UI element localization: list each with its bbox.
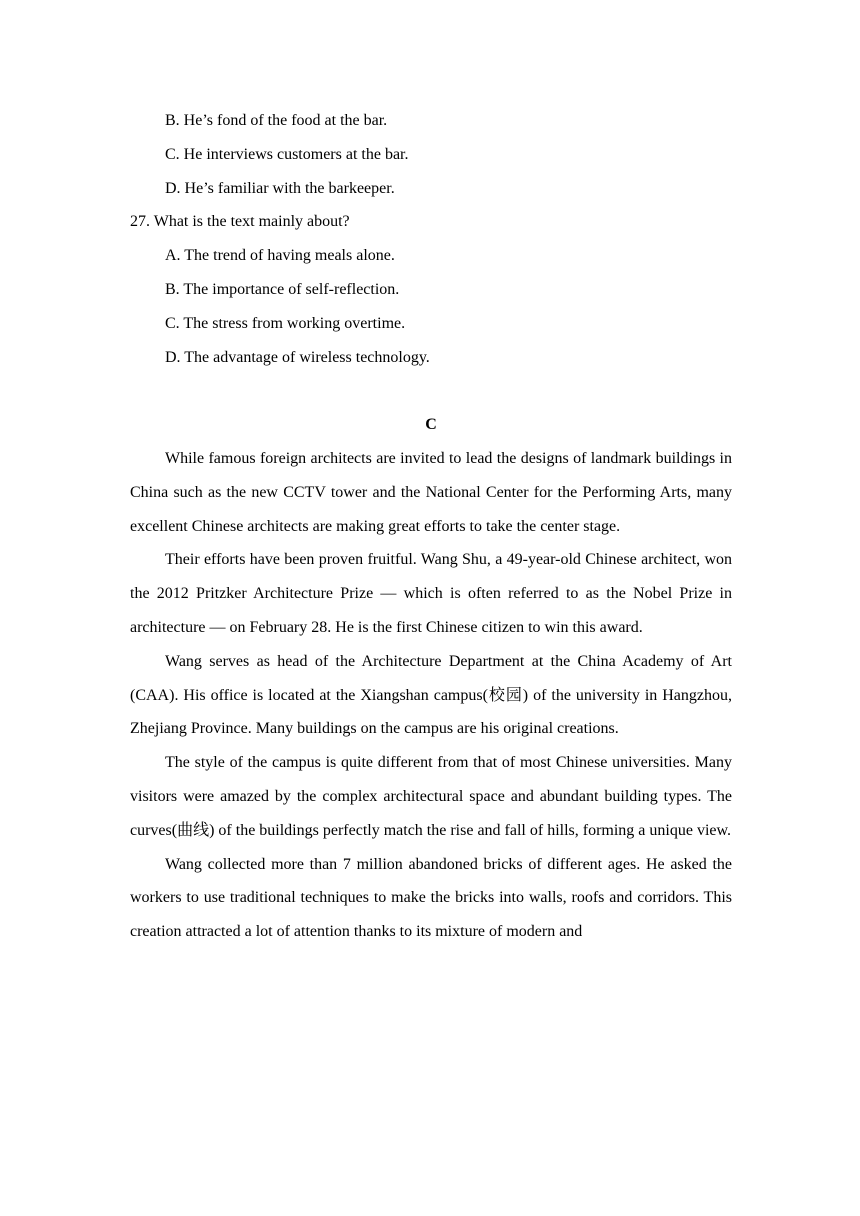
q27-question: 27. What is the text mainly about? — [130, 213, 350, 231]
paragraph-1: While famous foreign architects are invited to lead the designs of landmark buildings in China such as the new CCTV tower and the National Center for the Performing Arts, many excellent Chinese architects are making great efforts to take the center stage. — [130, 449, 732, 535]
q26-option-b: B. He’s fond of the food at the bar. — [165, 112, 388, 129]
paragraph-3: Wang serves as head of the Architecture Department at the China Academy of Art (CAA). His office is located at the Xiangshan campus(校园) of the university in Hangzhou, Zhejiang Province. Many buildings on the campus are his original creations. — [130, 652, 732, 738]
section-heading: C — [425, 416, 437, 434]
q26-option-c: C. He interviews customers at the bar. — [165, 145, 409, 163]
q27-option-b: B. The importance of self-reflection. — [165, 280, 400, 298]
q27-option-d: D. The advantage of wireless technology. — [165, 348, 430, 366]
document-page — [130, 104, 732, 949]
section-spacer — [130, 374, 732, 408]
paragraph-2: Their efforts have been proven fruitful. Wang Shu, a 49-year-old Chinese architect, won the 2012 Pritzker Architecture Prize — which is often referred to as the Nobel Prize in architecture — on February 28. He is the first Chinese citizen to win this award. — [130, 551, 732, 636]
paragraph-4: The style of the campus is quite different from that of most Chinese universities. Many visitors were amazed by the complex architectural space and abundant building types. The curves(曲线) of the buildings perfectly match the rise and fall of hills, forming a unique view. — [130, 754, 732, 839]
q27-option-c: C. The stress from working overtime. — [165, 314, 406, 332]
q27-option-a: A. The trend of having meals alone. — [165, 247, 395, 265]
paragraph-5: Wang collected more than 7 million abandoned bricks of different ages. He asked the workers to use traditional techniques to make the bricks into walls, roofs and corridors. This creation attracted a lot of attention thanks to its mixture of modern and — [130, 855, 732, 941]
q26-option-d: D. He’s familiar with the barkeeper. — [165, 179, 395, 197]
